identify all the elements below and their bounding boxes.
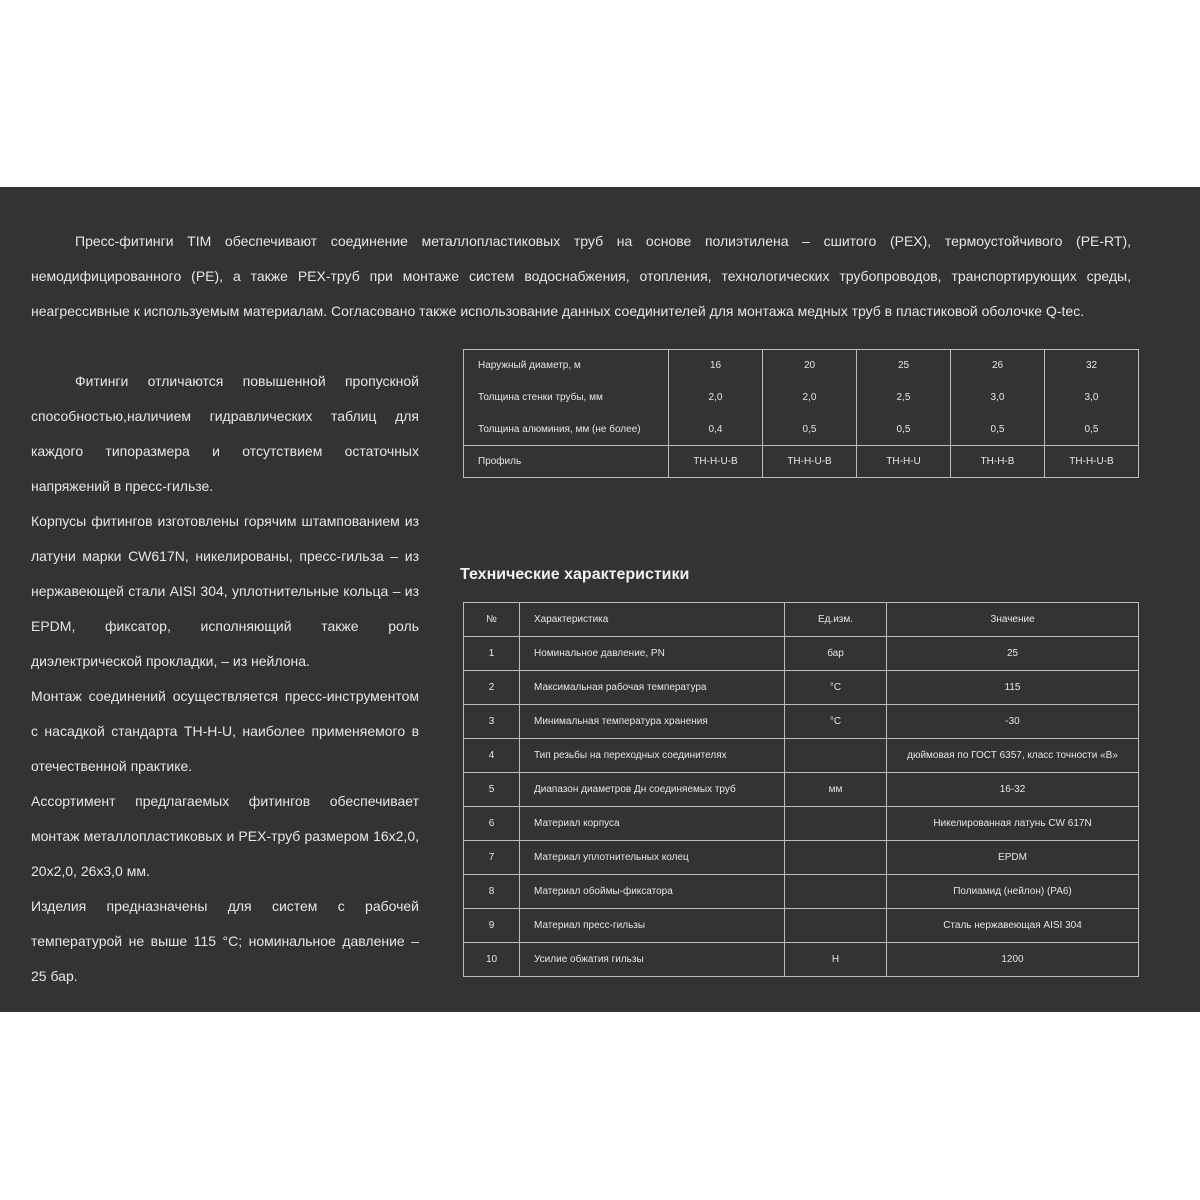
table-cell: TH-H-U-B (763, 446, 857, 478)
unit-cell (785, 909, 887, 943)
table-cell: 25 (857, 350, 951, 382)
row-number: 9 (464, 909, 520, 943)
table-cell: TH-H-U-B (669, 446, 763, 478)
unit-cell (785, 841, 887, 875)
row-label: Толщина алюминия, мм (не более) (464, 414, 669, 446)
unit-cell (785, 739, 887, 773)
table-cell: 26 (951, 350, 1045, 382)
value-cell: 16-32 (887, 773, 1139, 807)
table-row (464, 671, 1139, 705)
table-row (464, 414, 1139, 446)
characteristic-name: Усилие обжатия гильзы (520, 943, 785, 977)
unit-cell (785, 875, 887, 909)
characteristic-name: Минимальная температура хранения (520, 705, 785, 739)
tech-specs-table (463, 602, 1139, 977)
column-header: Ед.изм. (785, 603, 887, 637)
content-panel (0, 187, 1200, 1012)
table-cell: TH-H-U (857, 446, 951, 478)
value-cell: EPDM (887, 841, 1139, 875)
table-row (464, 773, 1139, 807)
unit-cell: °С (785, 705, 887, 739)
table-cell: 0,5 (1045, 414, 1139, 446)
value-cell: Никелированная латунь CW 617N (887, 807, 1139, 841)
description-paragraph: Фитинги отличаются повышенной пропускной способностью,наличием гидравлических таблиц для каждого типоразмера и отсутствием остаточных напряжений в пресс-гильзе. (31, 373, 419, 494)
value-cell: Сталь нержавеющая AISI 304 (887, 909, 1139, 943)
description-paragraph: Корпусы фитингов изготовлены горячим штампованием из латуни марки CW617N, никелированы, пресс-гильза – из нержавеющей стали AISI 304, уплотнительные кольца – из EPDM, фиксатор, исполняющий также роль диэлектрической прокладки, – из нейлона. (31, 513, 419, 669)
characteristic-name: Тип резьбы на переходных соединителях (520, 739, 785, 773)
column-header: Значение (887, 603, 1139, 637)
table-row (464, 739, 1139, 773)
characteristic-name: Номинальное давление, PN (520, 637, 785, 671)
row-label: Профиль (464, 446, 669, 478)
table-cell: 0,5 (951, 414, 1045, 446)
table-row (464, 637, 1139, 671)
table-cell: 2,0 (763, 382, 857, 414)
characteristic-name: Материал обоймы-фиксатора (520, 875, 785, 909)
row-number: 3 (464, 705, 520, 739)
intro-paragraph: Пресс-фитинги TIM обеспечивают соединение металлопластиковых труб на основе полиэтилена – сшитого (PEX), термоустойчивого (PE-RT), немодифицированного (PE), а также PEX-труб при монтаже систем водоснабжения, отопления, технологических трубопроводов, транспортирующих среды, неагрессивные к используемым материалам. Согласовано также использование данных соединителей для монтажа медных труб в пластиковой оболочке Q-tec. (31, 233, 1131, 319)
unit-cell: Н (785, 943, 887, 977)
characteristic-name: Максимальная рабочая температура (520, 671, 785, 705)
table-row (464, 705, 1139, 739)
unit-cell: °С (785, 671, 887, 705)
row-number: 10 (464, 943, 520, 977)
value-cell: дюймовая по ГОСТ 6357, класс точности «В» (887, 739, 1139, 773)
characteristic-name: Материал уплотнительных колец (520, 841, 785, 875)
table-row (464, 909, 1139, 943)
table-cell: 32 (1045, 350, 1139, 382)
characteristic-name: Диапазон диаметров Дн соединяемых труб (520, 773, 785, 807)
row-label: Наружный диаметр, м (464, 350, 669, 382)
table-cell: 3,0 (951, 382, 1045, 414)
description-column (31, 364, 419, 994)
value-cell: 1200 (887, 943, 1139, 977)
specs-title: Технические характеристики (460, 566, 690, 583)
table-cell: 2,5 (857, 382, 951, 414)
table-cell: TH-H-U-B (1045, 446, 1139, 478)
description-paragraph: Монтаж соединений осуществляется пресс-инструментом с насадкой стандарта TH-H-U, наиболее применяемого в отечественной практике. (31, 688, 419, 774)
table-row (464, 807, 1139, 841)
row-number: 2 (464, 671, 520, 705)
table-cell: 16 (669, 350, 763, 382)
table-row (464, 382, 1139, 414)
value-cell: 115 (887, 671, 1139, 705)
characteristic-name: Материал пресс-гильзы (520, 909, 785, 943)
table-cell: 0,5 (763, 414, 857, 446)
row-number: 6 (464, 807, 520, 841)
table-header-row (464, 603, 1139, 637)
description-paragraph: Изделия предназначены для систем с рабочей температурой не выше 115 °С; номинальное давление – 25 бар. (31, 898, 419, 984)
table-row (464, 350, 1139, 382)
row-number: 1 (464, 637, 520, 671)
row-number: 7 (464, 841, 520, 875)
row-number: 4 (464, 739, 520, 773)
value-cell: -30 (887, 705, 1139, 739)
pipe-dimensions-table (463, 349, 1139, 478)
table-row (464, 875, 1139, 909)
row-number: 8 (464, 875, 520, 909)
table-cell: 20 (763, 350, 857, 382)
row-number: 5 (464, 773, 520, 807)
table-cell: 0,4 (669, 414, 763, 446)
table-cell: 3,0 (1045, 382, 1139, 414)
table-row (464, 841, 1139, 875)
table-row (464, 446, 1139, 478)
unit-cell (785, 807, 887, 841)
column-header: Характеристика (520, 603, 785, 637)
row-label: Толщина стенки трубы, мм (464, 382, 669, 414)
table-cell: 0,5 (857, 414, 951, 446)
unit-cell: мм (785, 773, 887, 807)
table-row (464, 943, 1139, 977)
column-header: № (464, 603, 520, 637)
table-cell: TH-H-B (951, 446, 1045, 478)
description-paragraph: Ассортимент предлагаемых фитингов обеспечивает монтаж металлопластиковых и PEX-труб размером 16x2,0, 20x2,0, 26x3,0 мм. (31, 793, 419, 879)
value-cell: 25 (887, 637, 1139, 671)
value-cell: Полиамид (нейлон) (PA6) (887, 875, 1139, 909)
characteristic-name: Материал корпуса (520, 807, 785, 841)
table-cell: 2,0 (669, 382, 763, 414)
unit-cell: бар (785, 637, 887, 671)
